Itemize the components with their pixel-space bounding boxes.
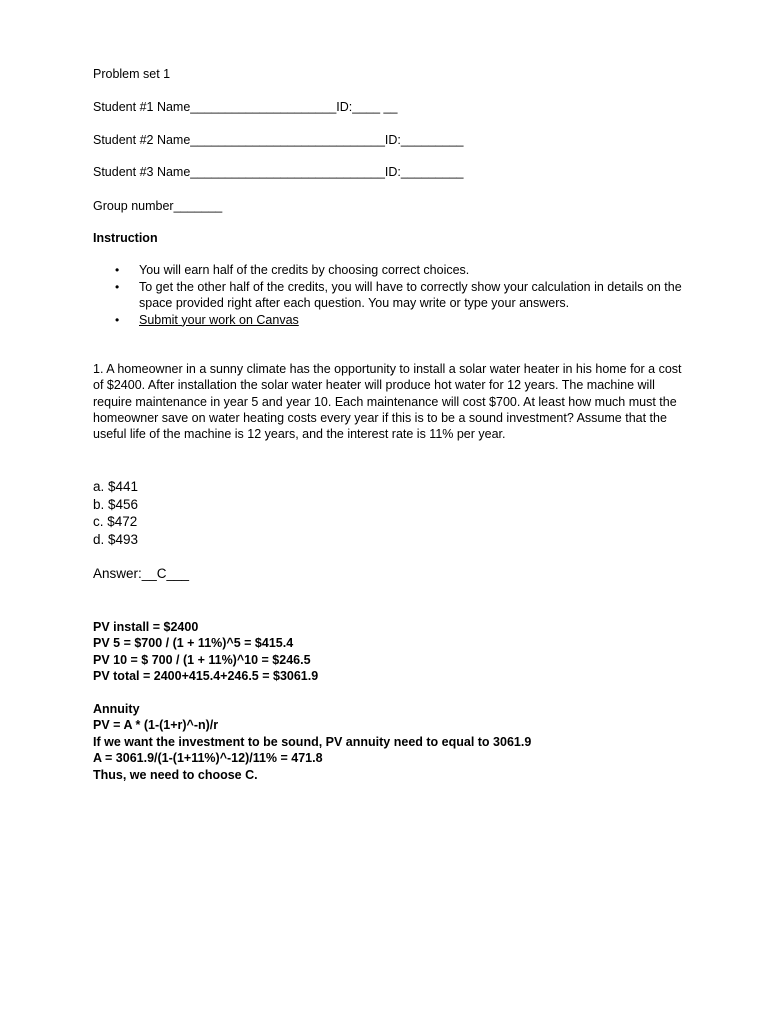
calc-line: If we want the investment to be sound, PV annuity need to equal to 3061.9 xyxy=(93,734,532,749)
calc-line: PV install = $2400 xyxy=(93,620,199,634)
calc-line: PV 5 = $700 / (1 + 11%)^5 = $415.4 xyxy=(93,636,294,651)
student-1-line: Student #1 Name_____________________ID:____ __ xyxy=(93,100,398,114)
choice-d: d. $493 xyxy=(93,532,139,548)
bullet-icon: • xyxy=(115,279,120,294)
choice-c: c. $472 xyxy=(93,514,138,530)
instruction-item xyxy=(93,312,683,329)
choice-a: a. $441 xyxy=(93,479,139,494)
calc-line: A = 3061.9/(1-(1+11%)^-12)/11% = 471.8 xyxy=(93,751,323,766)
answer-line: Answer:__C___ xyxy=(93,566,190,581)
annuity-calculation xyxy=(93,701,531,783)
instruction-heading: Instruction xyxy=(93,231,158,245)
pv-calculation xyxy=(93,619,318,685)
calc-line: Thus, we need to choose C. xyxy=(93,767,258,782)
choice-b: b. $456 xyxy=(93,496,139,512)
instruction-item xyxy=(93,262,683,279)
calc-line: PV = A * (1-(1+r)^-n)/r xyxy=(93,718,219,733)
calc-line: PV total = 2400+415.4+246.5 = $3061.9 xyxy=(93,669,319,684)
instruction-item-text: Submit your work on Canvas xyxy=(139,312,299,327)
instruction-item-text: To get the other half of the credits, you will have to correctly show your calculation in details on the space provided right after each question. You may write or type your answers. xyxy=(139,279,682,310)
student-3-line: Student #3 Name____________________________ID:_________ xyxy=(93,165,464,179)
bullet-icon: • xyxy=(115,312,120,327)
student-2-line: Student #2 Name____________________________ID:_________ xyxy=(93,133,464,147)
question-text: 1. A homeowner in a sunny climate has the opportunity to install a solar water heater in his home for a cost of $2400. After installation the solar water heater will produce hot water for 12 years. The machine will require maintenance in year 5 and year 10. Each maintenance will cost $700. At least how much must the homeowner save on water heating costs every year if this is to be a sound investment? Assume that the useful life of the machine is 12 years, and the interest rate is 11% per year. xyxy=(93,362,682,442)
instruction-item xyxy=(93,279,683,312)
instruction-list xyxy=(93,262,683,328)
document-title: Problem set 1 xyxy=(93,67,171,81)
bullet-icon: • xyxy=(115,263,120,277)
answer-choices xyxy=(93,478,138,549)
calc-line: Annuity xyxy=(93,702,140,716)
instruction-item-text: You will earn half of the credits by choosing correct choices. xyxy=(139,263,470,277)
calc-line: PV 10 = $ 700 / (1 + 11%)^10 = $246.5 xyxy=(93,652,311,667)
group-number-line: Group number_______ xyxy=(93,199,223,213)
